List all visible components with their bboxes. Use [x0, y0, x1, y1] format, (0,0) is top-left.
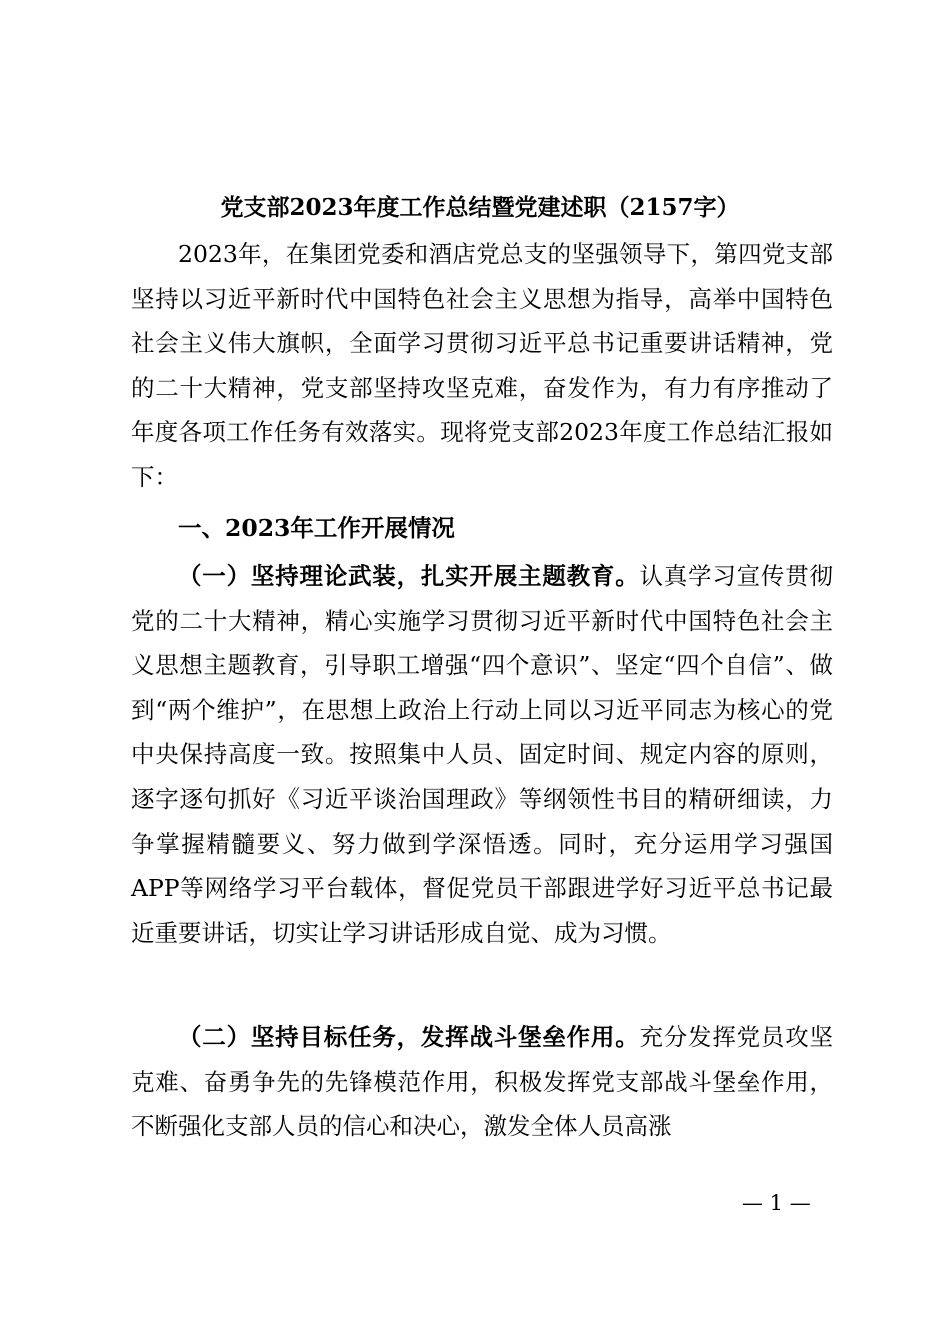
subsection-body-1: 认真学习宣传贯彻党的二十大精神，精心实施学习贯彻习近平新时代中国特色社会主义思想主题教育，引导职工增强“四个意识”、坚定“四个自信”、做到“两个维护”，在思想上政治上行动上同以习近平同志为核心的党中央保持高度一致。按照集中人员、固定时间、规定内容的原则，逐字逐句抓好《习近平谈治国理政》等纲领性书目的精研细读，力争掌握精髓要义、努力做到学深悟透。同时，充分运用学习强国APP等网络学习平台载体，督促党员干部跟进学好习近平总书记最近重要讲话，切实让学习讲话形成自觉、成为习惯。	[131, 562, 834, 947]
subsection-paragraph-2	[131, 1015, 833, 1149]
page-number: — 1 —	[742, 1191, 811, 1215]
subsection-body-2: 充分发挥党员攻坚克难、奋勇争先的先锋模范作用，积极发挥党支部战斗堡垒作用，不断强化支部人员的信心和决心，激发全体人员高涨	[131, 1023, 834, 1141]
subsection-paragraph-1	[131, 554, 833, 955]
subsection-heading-2: （二）坚持目标任务，发挥战斗堡垒作用。	[178, 1023, 640, 1051]
intro-paragraph: 2023年，在集团党委和酒店党总支的坚强领导下，第四党支部坚持以习近平新时代中国特色社会主义思想为指导，高举中国特色社会主义伟大旗帜，全面学习贯彻习近平总书记重要讲话精神，党的二十大精神，党支部坚持攻坚克难，奋发作为，有力有序推动了年度各项工作任务有效落实。现将党支部2023年度工作总结汇报如下：	[131, 240, 833, 491]
section-heading: 一、2023年工作开展情况	[178, 514, 455, 542]
document-title: 党支部2023年度工作总结暨党建述职（2157字）	[220, 194, 740, 221]
subsection-heading-1: （一）坚持理论武装，扎实开展主题教育。	[178, 562, 640, 590]
